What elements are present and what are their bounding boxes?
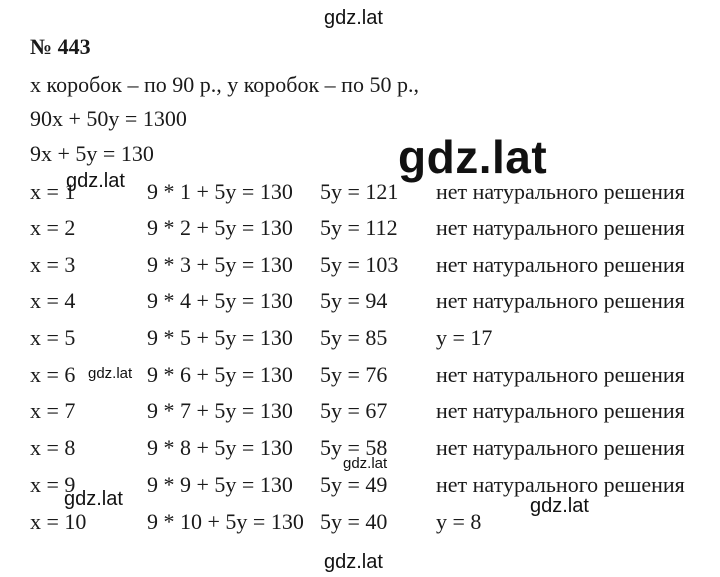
x-value: x = 2 [30,215,76,240]
conclusion: нет натурального решения [436,472,685,497]
conclusion: нет натурального решения [436,398,685,423]
substitution: 9 * 9 + 5y = 130 [147,472,293,497]
table-row [0,437,720,467]
table-row [0,181,720,211]
conclusion: нет натурального решения [436,288,685,313]
x-value: x = 9 [30,472,76,497]
table-row [0,400,720,430]
equation-main: 90x + 50y = 1300 [30,106,187,131]
substitution: 9 * 4 + 5y = 130 [147,288,293,313]
x-value: x = 8 [30,435,76,460]
watermark-left-bottom: gdz.lat [64,488,123,510]
result: 5y = 112 [320,215,398,240]
watermark-row1: gdz.lat [66,170,125,192]
table-row [0,474,720,504]
result: 5y = 58 [320,435,388,460]
watermark-right-bottom: gdz.lat [530,495,589,517]
result: 5y = 67 [320,398,388,423]
result: 5y = 76 [320,362,388,387]
conclusion: y = 17 [436,325,493,350]
substitution: 9 * 6 + 5y = 130 [147,362,293,387]
problem-title: № 443 [30,34,91,59]
result: 5y = 121 [320,179,399,204]
conclusion: нет натурального решения [436,179,685,204]
watermark-top: gdz.lat [324,7,383,29]
result: 5y = 49 [320,472,388,497]
result: 5y = 94 [320,288,388,313]
substitution: 9 * 7 + 5y = 130 [147,398,293,423]
watermark-large: gdz.lat [398,131,548,183]
table-row [0,254,720,284]
equation-simplified: 9x + 5y = 130 [30,141,154,166]
watermark-row6: gdz.lat [88,365,133,382]
table-row [0,217,720,247]
conclusion: нет натурального решения [436,362,685,387]
table-row [0,290,720,320]
conclusion: нет натурального решения [436,252,685,277]
substitution: 9 * 3 + 5y = 130 [147,252,293,277]
table-row [0,511,720,541]
table-row [0,327,720,357]
substitution: 9 * 1 + 5y = 130 [147,179,293,204]
x-value: x = 7 [30,398,76,423]
x-value: x = 6 [30,362,76,387]
watermark-bottom: gdz.lat [324,551,383,573]
conclusion: y = 8 [436,509,482,534]
x-value: x = 1 [30,179,76,204]
result: 5y = 103 [320,252,399,277]
x-value: x = 5 [30,325,76,350]
substitution: 9 * 2 + 5y = 130 [147,215,293,240]
x-value: x = 3 [30,252,76,277]
substitution: 9 * 5 + 5y = 130 [147,325,293,350]
conclusion: нет натурального решения [436,435,685,460]
result: 5y = 85 [320,325,388,350]
x-value: x = 10 [30,509,87,534]
substitution: 9 * 10 + 5y = 130 [147,509,304,534]
x-value: x = 4 [30,288,76,313]
table-row [0,364,720,394]
problem-statement: x коробок – по 90 р., y коробок – по 50 р., [30,72,419,97]
conclusion: нет натурального решения [436,215,685,240]
watermark-row8: gdz.lat [343,455,388,472]
substitution: 9 * 8 + 5y = 130 [147,435,293,460]
result: 5y = 40 [320,509,388,534]
